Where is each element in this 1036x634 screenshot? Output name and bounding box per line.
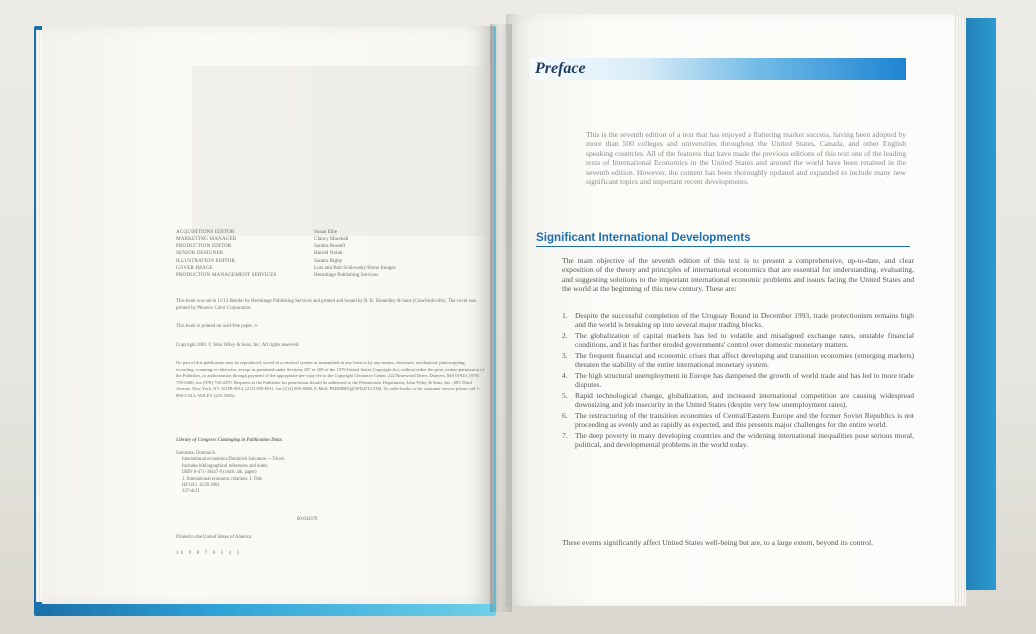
credits-list — [176, 229, 464, 279]
list-item-number: 7. — [562, 431, 568, 440]
list-item-number: 3. — [562, 351, 568, 360]
list-item-text: The deep poverty in many developing countries and the widening international inequalities pose serious moral, political, and developmental problems in the world today. — [575, 431, 914, 449]
cip-number: 00-043370 — [297, 517, 318, 522]
credit-role: COVER IMAGE — [176, 264, 213, 271]
credit-role: MARKETING MANAGER — [176, 236, 237, 243]
credit-name: Clancy Marshall — [314, 236, 349, 243]
list-item-text: Despite the successful completion of the Uruguay Round in December 1993, trade protectionism remains high and the world is breaking up into several major trading blocks. — [575, 311, 914, 329]
list-item — [562, 392, 914, 410]
list-item — [562, 372, 914, 390]
typeset-note: This book was set in 11/12 Bembo by Hermitage Publishing Services and printed and bound by R. R. Donnelley & Sons (Crawfordsville). The cover was printed by Phoenix Color Corporation. — [176, 299, 477, 311]
developments-list — [562, 312, 914, 452]
rights-statement: No part of this publication may be reproduced, stored in a retrieval system or transmitted in any form or by any means, electronic, mechanical, photocopying, recording, scanning or otherwise, except as permitted under Sections 107 or 108 of the 1976 United States Copyright Act, without either the prior written permission of the Publisher, or authorization through payment of the appropriate per-copy fee to the Copyright Clearance Center, 222 Rosewood Drive, Danvers, MA 01923, (978) 750-8400, fax (978) 750-4470. Requests to the Publisher for permission should be addressed to the Permissions Department, John Wiley & Sons, Inc., 605 Third Avenue, New York, NY 10158-0012, (212) 850-6011, fax (212) 850-6008, E-Mail: PERMREQ@WILEY.COM. To order books or for customer service please call 1-800-CALL-WILEY (225-5945). — [176, 360, 484, 398]
left-page — [42, 26, 494, 604]
copyright-line: Copyright 2001 © John Wiley & Sons, Inc. All rights reserved. — [176, 343, 300, 348]
credit-name: Sandra Rigby — [314, 257, 343, 264]
printed-in-line: Printed in the United States of America — [176, 535, 252, 540]
list-item-text: The high structural unemployment in Europe has dampened the growth of world trade and has led to more trade disputes. — [575, 371, 914, 389]
cip-line: HF1411 .S239 2001 — [182, 483, 220, 489]
credit-name: Lois and Bob Schlowsky/Stone Images — [314, 264, 396, 271]
credit-role: PRODUCTION EDITOR — [176, 243, 232, 250]
credit-name: Harold Nolan — [314, 250, 343, 257]
credit-role: PRODUCTION MANAGEMENT SERVICES — [176, 271, 277, 278]
loc-cip-title: Library of Congress Cataloging in Publication Data: — [176, 438, 283, 443]
show-through-ghost — [192, 66, 492, 236]
credit-name: Hermitage Publishing Services — [314, 271, 379, 278]
list-item-number: 4. — [562, 371, 568, 380]
list-item — [562, 432, 914, 450]
credit-row — [176, 258, 464, 265]
credit-role: SENIOR DESIGNER — [176, 250, 224, 257]
credit-row — [176, 265, 464, 272]
credit-row — [176, 272, 464, 279]
list-item-text: Rapid technological change, globalization, and increased international competition are causing widespread downsizing and job insecurity in the United States (despite very low unemployment rates). — [575, 391, 914, 409]
credit-role: ILLUSTRATION EDITOR — [176, 257, 236, 264]
list-item — [562, 332, 914, 350]
credit-row — [176, 229, 464, 236]
credit-role: ACQUISITIONS EDITOR — [176, 229, 235, 235]
list-item-number: 1. — [562, 311, 568, 320]
cip-line: Includes bibliographical references and index. — [182, 463, 269, 469]
credit-row — [176, 250, 464, 257]
cip-block — [176, 451, 346, 496]
printer-key: 10 9 8 7 6 5 4 3 — [176, 551, 242, 556]
list-item — [562, 312, 914, 330]
preface-title: Preface — [535, 60, 586, 77]
cip-line: Salvatore, Dominick. — [176, 451, 216, 456]
list-item-text: The globalization of capital markets has led to volatile and misaligned exchange rates, unstable financial conditions, and it has further eroded governments' control over domestic monetary matters. — [575, 331, 914, 349]
cip-line: International economics/Dominick Salvatore.—7th ed. — [182, 457, 285, 463]
credit-name: Sandra Russell — [314, 243, 345, 250]
cip-line: ISBN 0-471-36447-9 (cloth: alk. paper) — [182, 470, 257, 476]
book-gutter — [490, 24, 512, 612]
preface-banner — [530, 58, 906, 80]
list-item — [562, 412, 914, 430]
page-stack-right — [952, 16, 966, 606]
credit-row — [176, 243, 464, 250]
credit-name: Susan Elbe — [314, 229, 338, 235]
list-item-text: The restructuring of the transition economies of Central/Eastern Europe and the former Soviet Republics is not proceeding as evenly and as rapidly as expected, and this presents major challenges for the entire world. — [575, 411, 914, 429]
cip-line: 1. International economic relations. I. Title — [182, 476, 263, 482]
list-item-number: 6. — [562, 411, 568, 420]
right-page — [506, 14, 954, 606]
list-item-text: The frequent financial and economic crises that affect developing and transition economies (emerging markets) threaten the stability of the entire international monetary system. — [575, 351, 914, 369]
section-heading: Significant International Developments — [536, 231, 751, 244]
cip-line: 337-dc21 — [182, 489, 200, 495]
section-rule — [536, 246, 910, 247]
closing-paragraph: These events significantly affect United States well-being but are, to a large extent, beyond its control. — [562, 538, 873, 547]
list-item-number: 5. — [562, 391, 568, 400]
preface-intro: This is the seventh edition of a text that has enjoyed a flattering market success, having been adopted by more than 500 colleges and universities throughout the United States, Canada, and other English speaking countries. All of the features that have made the previous editions of this text one of the leading texts of International Economics in the United States and around the world have been retained in the seventh edition. However, the content has been thoroughly updated and expanded to include many new significant topics and important recent developments. — [586, 130, 906, 187]
credit-row — [176, 236, 464, 243]
list-item-number: 2. — [562, 331, 568, 340]
list-item — [562, 352, 914, 370]
acid-free-note: This book is printed on acid-free paper. ∞ — [176, 324, 258, 329]
section-body: The main objective of the seventh edition of this text is to present a comprehensive, up-to-date, and clear exposition of the theory and principles of international economics that are essential for understanding, evaluating, and suggesting solutions to the important international economic problems and issues facing the United States and the world at the beginning of this new century. These are: — [562, 256, 914, 294]
